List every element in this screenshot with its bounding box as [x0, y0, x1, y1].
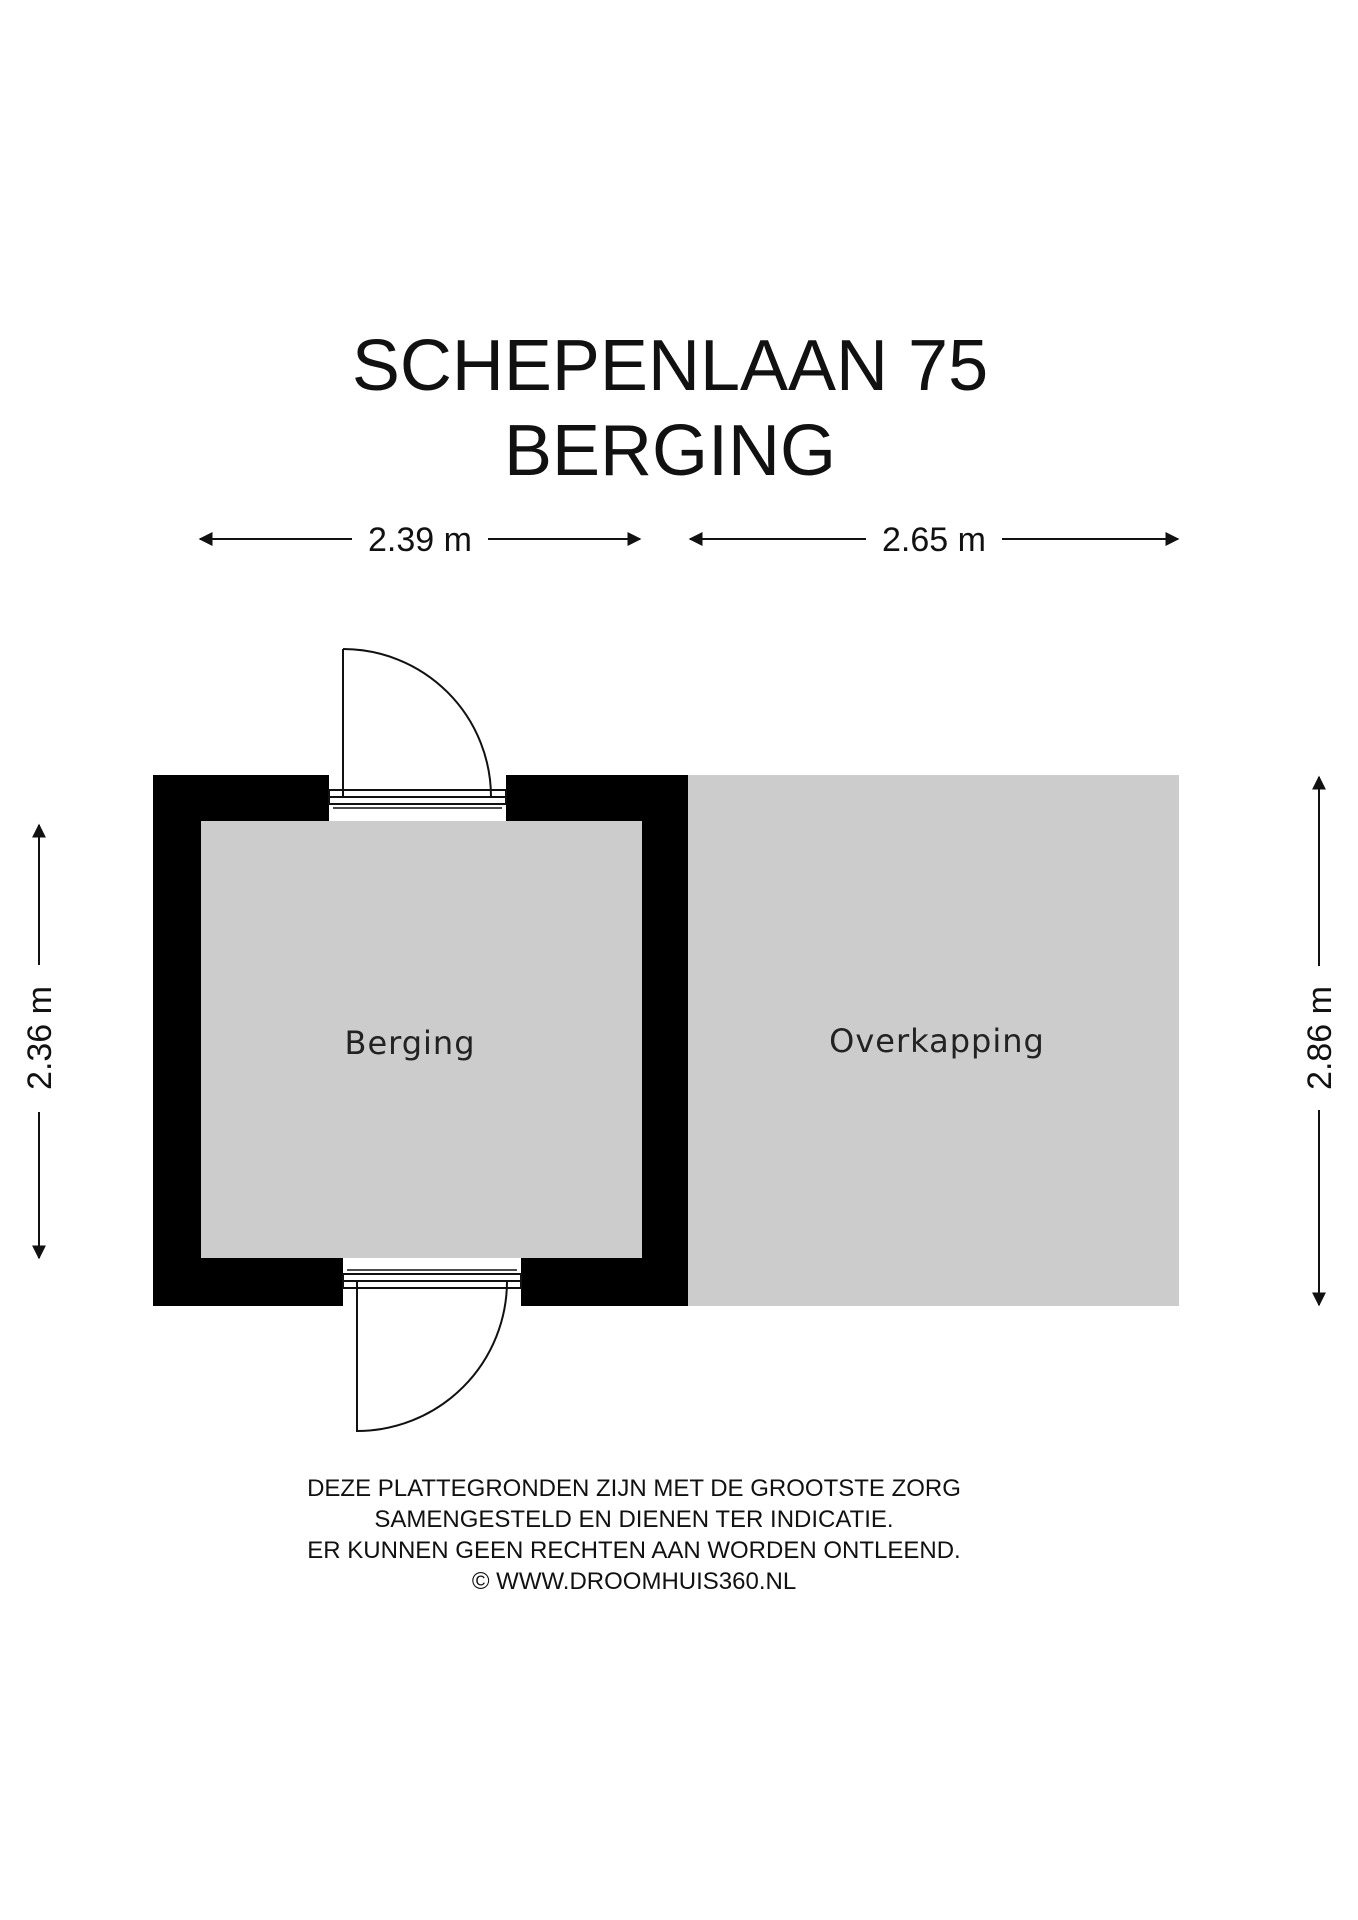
dimension-left-label: 2.36 m [21, 986, 59, 1090]
disclaimer-line-1: DEZE PLATTEGRONDEN ZIJN MET DE GROOTSTE ZORG [307, 1475, 961, 1502]
room-label-overkapping: Overkapping [829, 1022, 1045, 1060]
dimension-top-left [200, 521, 640, 559]
dimension-left [21, 825, 59, 1258]
door-bottom [343, 1270, 521, 1432]
plan-title-floor: BERGING [503, 411, 837, 491]
dimension-top-left-label: 2.39 m [368, 521, 472, 559]
plan-title-address: SCHEPENLAAN 75 [351, 326, 989, 406]
dimension-right [1301, 777, 1339, 1305]
dimension-top-right [690, 521, 1178, 559]
door-top [329, 649, 506, 808]
dimension-top-right-label: 2.65 m [882, 521, 986, 559]
disclaimer-line-2: SAMENGESTELD EN DIENEN TER INDICATIE. [374, 1506, 894, 1533]
disclaimer-line-3: ER KUNNEN GEEN RECHTEN AAN WORDEN ONTLEEND. [307, 1537, 961, 1564]
dimension-right-label: 2.86 m [1301, 986, 1339, 1090]
disclaimer-line-4: © WWW.DROOMHUIS360.NL [471, 1568, 797, 1595]
room-label-berging: Berging [344, 1024, 476, 1062]
